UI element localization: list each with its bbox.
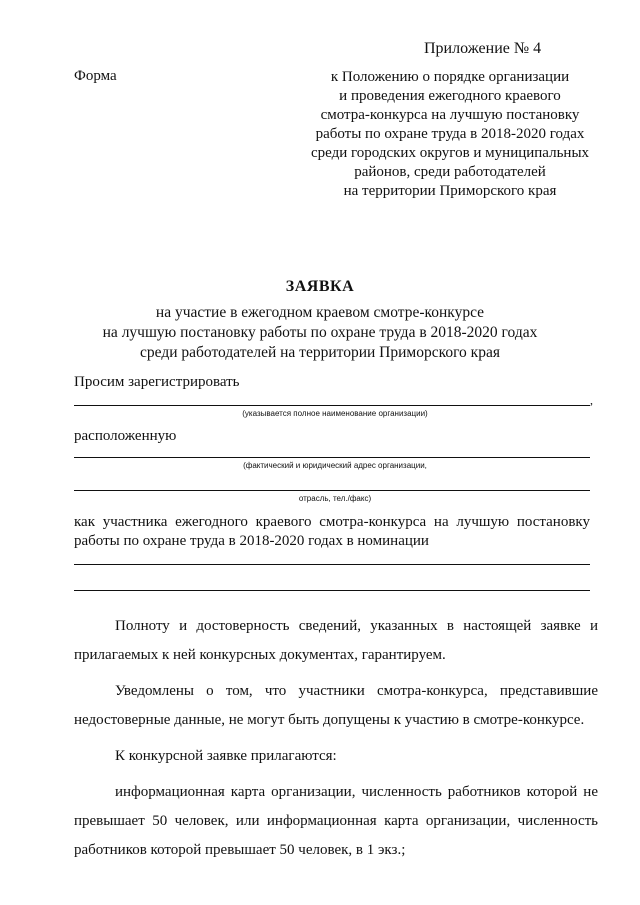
document-title: ЗАЯВКА — [285, 278, 355, 295]
regulation-line: работы по охране труда в 2018-2020 годах — [315, 126, 585, 142]
subtitle-line: на участие в ежегодном краевом смотре-конкурсе — [155, 304, 485, 321]
subtitle-line: на лучшую постановку работы по охране труда в 2018-2020 годах — [102, 324, 538, 341]
subtitle-line: среди работодателей на территории Приморского края — [140, 344, 500, 361]
regulation-line: смотра-конкурса на лучшую постановку — [320, 107, 580, 123]
regulation-reference — [300, 68, 600, 201]
field-comma: , — [590, 393, 593, 407]
appendix-number: Приложение № 4 — [424, 40, 542, 57]
address-hint: (фактический и юридический адрес организации, — [243, 461, 427, 470]
body-paragraphs — [74, 612, 598, 865]
address-field[interactable] — [74, 457, 590, 458]
notice-paragraph: Уведомлены о том, что участники смотра-конкурса, представившие недостоверные данные, не могут быть допущены к участию в смотре-конкурсе. — [74, 683, 598, 728]
participant-text-line2: работы по охране труда в 2018-2020 годах в номинации — [74, 533, 429, 549]
regulation-line: к Положению о порядке организации — [330, 69, 570, 85]
regulation-line: и проведения ежегодного краевого — [339, 88, 561, 104]
industry-phone-hint: отрасль, тел./факс) — [298, 494, 372, 503]
located-label: расположенную — [74, 428, 177, 444]
organization-name-hint: (указывается полное наименование организации) — [242, 409, 428, 418]
guarantee-paragraph: Полноту и достоверность сведений, указанных в настоящей заявке и прилагаемых к ней конкурсных документах, гарантируем. — [74, 618, 598, 663]
regulation-line: на территории Приморского края — [343, 183, 557, 199]
organization-name-field[interactable] — [74, 405, 590, 406]
regulation-line: среди городских округов и муниципальных — [310, 145, 590, 161]
document-subtitle — [80, 303, 560, 363]
attachments-heading: К конкурсной заявке прилагаются: — [115, 748, 337, 764]
nomination-field-extra[interactable] — [74, 590, 590, 591]
industry-phone-field[interactable] — [74, 490, 590, 491]
regulation-line: районов, среди работодателей — [354, 164, 546, 180]
nomination-field[interactable] — [74, 564, 590, 565]
register-label: Просим зарегистрировать — [74, 374, 240, 390]
participant-text-line1: как участника ежегодного краевого смотра-конкурса на лучшую постановку — [74, 514, 590, 530]
form-label: Форма — [74, 68, 117, 84]
attachment-item: информационная карта организации, численность работников которой не превышает 50 человек, или информационная карта организации, численность работников которой превышает 50 человек, в 1 экз.; — [74, 784, 598, 858]
